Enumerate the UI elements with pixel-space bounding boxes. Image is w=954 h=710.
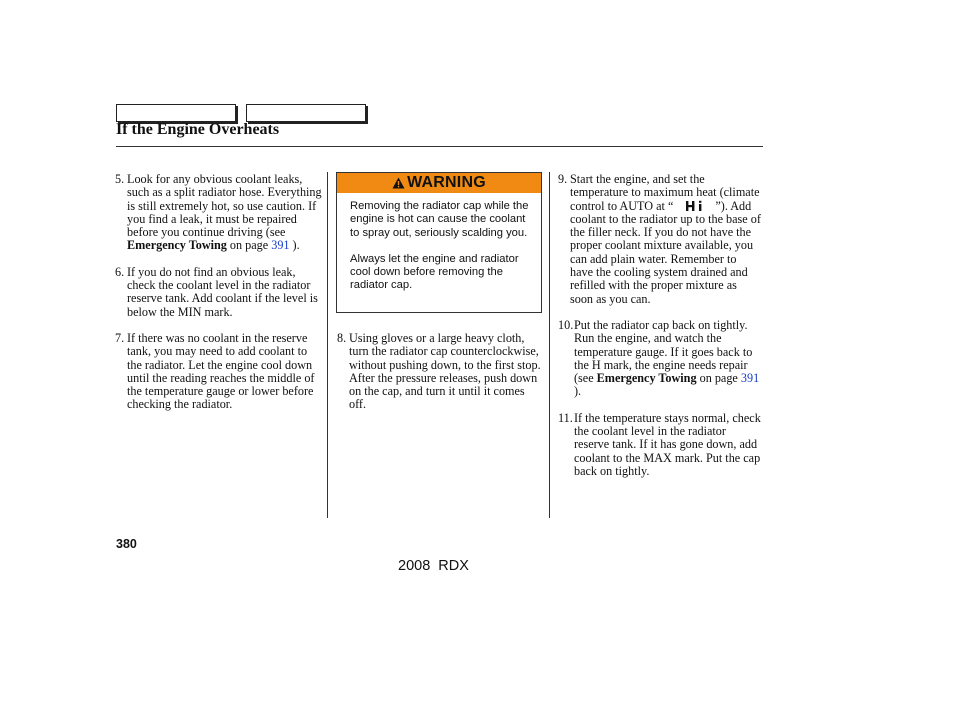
step-10 bbox=[558, 319, 762, 399]
column-divider-1 bbox=[327, 172, 328, 518]
step-text: Start the engine, and set the temperature to maximum heat (climate control to AUTO at “ bbox=[570, 172, 760, 213]
nav-tab-box-2[interactable] bbox=[246, 104, 366, 122]
warning-body bbox=[337, 193, 541, 293]
cross-reference-end: ). bbox=[574, 384, 582, 399]
step-text: Put the radiator cap back on tightly. Run the engine, and watch the temperature gauge. If it goes back to the H mark, the engine needs repair (see bbox=[574, 317, 753, 386]
page-link-391[interactable]: 391 bbox=[740, 371, 760, 386]
step-text: If there was no coolant in the reserve tank, you may need to add coolant to the radiator. Let the engine cool down until the reading reaches the middle of the temperature gauge or lower before checking the radiator. bbox=[127, 330, 315, 412]
warning-paragraph-2: Always let the engine and radiator cool down before removing the radiator cap. bbox=[350, 252, 519, 292]
step-number: 6. bbox=[115, 264, 125, 279]
step-8 bbox=[337, 332, 543, 412]
step-number: 11. bbox=[558, 410, 573, 425]
step-text-continued: ”). Add coolant to the radiator up to the base of the filler neck. If you do not have the proper coolant mixture available, you can add plain water. Remember to have the cooling system drained and refilled with the proper mixture as soon as you can. bbox=[570, 198, 761, 306]
step-number: 7. bbox=[115, 330, 125, 345]
column-divider-2 bbox=[549, 172, 550, 518]
step-5 bbox=[115, 173, 323, 253]
cross-reference-on-page: on page bbox=[696, 371, 741, 386]
column-left bbox=[115, 173, 323, 412]
section-title: If the Engine Overheats bbox=[116, 121, 280, 138]
step-number: 8. bbox=[337, 331, 347, 345]
hi-temperature-display-icon bbox=[685, 200, 705, 212]
warning-box bbox=[336, 172, 542, 313]
column-right bbox=[558, 173, 762, 478]
page-link-391[interactable]: 391 bbox=[271, 238, 290, 253]
step-number: 9. bbox=[558, 172, 568, 186]
cross-reference-end: ). bbox=[289, 238, 300, 253]
step-text: Using gloves or a large heavy cloth, turn the radiator cap counterclockwise, without pushing down, to the first stop. After the pressure releases, push down on the cap, and turn it until it comes off. bbox=[349, 331, 541, 412]
step-text: If the temperature stays normal, check the coolant level in the radiator reserve tank. If it has gone down, add coolant to the MAX mark. Put the cap back on tightly. bbox=[574, 410, 761, 478]
step-7 bbox=[115, 332, 323, 412]
nav-tab-box-1[interactable] bbox=[116, 104, 236, 122]
step-number: 5. bbox=[115, 172, 125, 186]
step-text: Look for any obvious coolant leaks, such as a split radiator hose. Everything is still extremely hot, so use caution. If you find a leak, it must be repaired before you continue driving (see bbox=[127, 172, 322, 240]
title-divider bbox=[116, 146, 763, 147]
column-middle bbox=[337, 332, 543, 412]
warning-triangle-icon bbox=[392, 177, 405, 189]
step-6 bbox=[115, 266, 323, 319]
cross-reference-title: Emergency Towing bbox=[596, 371, 697, 386]
warning-header bbox=[337, 173, 541, 193]
footer-model-name: 2008 RDX bbox=[398, 558, 469, 574]
step-number: 10. bbox=[558, 317, 574, 332]
step-9 bbox=[558, 173, 762, 306]
step-text: If you do not find an obvious leak, check the coolant level in the radiator reserve tank. Add coolant if the level is below the MIN mark. bbox=[127, 264, 318, 319]
cross-reference-title: Emergency Towing bbox=[127, 238, 227, 253]
warning-label: WARNING bbox=[407, 174, 486, 191]
cross-reference-on-page: on page bbox=[226, 238, 272, 253]
warning-paragraph-1: Removing the radiator cap while the engine is hot can cause the coolant to spray out, seriously scalding you. bbox=[350, 200, 529, 239]
page-number: 380 bbox=[116, 537, 137, 551]
step-11 bbox=[558, 412, 762, 478]
